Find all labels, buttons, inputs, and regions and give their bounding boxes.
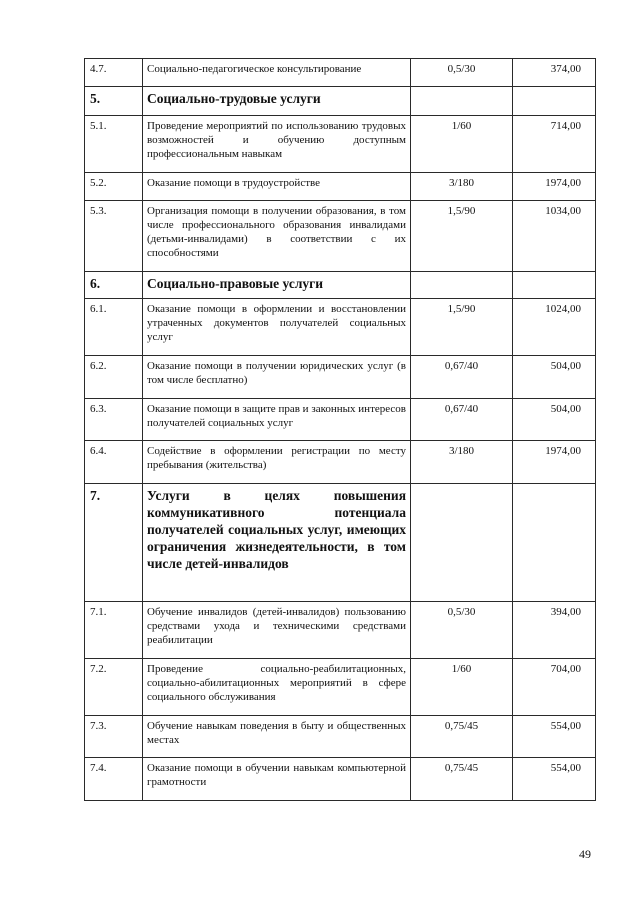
service-price <box>513 272 596 299</box>
service-description: Проведение социально-реабилитационных, социально-абилитационных мероприятий в сфере социального обслуживания <box>143 659 411 716</box>
table-row <box>85 399 596 441</box>
row-number: 5.2. <box>85 173 143 201</box>
service-description: Содействие в оформлении регистрации по месту пребывания (жительства) <box>143 441 411 484</box>
service-description: Оказание помощи в получении юридических услуг (в том числе бесплатно) <box>143 356 411 399</box>
time-norm: 0,67/40 <box>411 356 513 399</box>
time-norm: 3/180 <box>411 441 513 484</box>
time-norm: 0,5/30 <box>411 602 513 659</box>
service-price: 714,00 <box>513 116 596 173</box>
service-description: Оказание помощи в обучении навыкам компьютерной грамотности <box>143 758 411 801</box>
service-description: Оказание помощи в оформлении и восстановлении утраченных документов получателей социальных услуг <box>143 299 411 356</box>
service-price: 554,00 <box>513 758 596 801</box>
service-price: 504,00 <box>513 399 596 441</box>
service-description: Организация помощи в получении образования, в том числе профессионального образования инвалидами (детьми-инвалидами) в соответствии с их способностями <box>143 201 411 272</box>
row-number: 7.2. <box>85 659 143 716</box>
time-norm: 0,75/45 <box>411 716 513 758</box>
section-number: 5. <box>85 87 143 116</box>
service-description: Социально-педагогическое консультирование <box>143 59 411 87</box>
row-number: 6.2. <box>85 356 143 399</box>
service-price: 554,00 <box>513 716 596 758</box>
table-row <box>85 356 596 399</box>
services-table <box>84 58 596 801</box>
row-number: 7.4. <box>85 758 143 801</box>
time-norm <box>411 87 513 116</box>
table-row <box>85 441 596 484</box>
row-number: 6.4. <box>85 441 143 484</box>
table-row <box>85 758 596 801</box>
service-price: 1024,00 <box>513 299 596 356</box>
table-row <box>85 602 596 659</box>
time-norm <box>411 272 513 299</box>
section-title: Социально-трудовые услуги <box>143 87 411 116</box>
service-price: 374,00 <box>513 59 596 87</box>
section-row <box>85 272 596 299</box>
service-price: 1034,00 <box>513 201 596 272</box>
table-row <box>85 116 596 173</box>
table-row <box>85 173 596 201</box>
table-row <box>85 659 596 716</box>
service-description: Оказание помощи в защите прав и законных интересов получателей социальных услуг <box>143 399 411 441</box>
row-number: 4.7. <box>85 59 143 87</box>
service-price: 504,00 <box>513 356 596 399</box>
section-row <box>85 87 596 116</box>
time-norm: 1,5/90 <box>411 299 513 356</box>
section-number: 7. <box>85 484 143 602</box>
time-norm: 1/60 <box>411 116 513 173</box>
time-norm: 0,67/40 <box>411 399 513 441</box>
row-number: 7.1. <box>85 602 143 659</box>
table-row <box>85 59 596 87</box>
table-row <box>85 299 596 356</box>
service-price <box>513 484 596 602</box>
row-number: 5.3. <box>85 201 143 272</box>
row-number: 7.3. <box>85 716 143 758</box>
section-row <box>85 484 596 602</box>
service-description: Проведение мероприятий по использованию трудовых возможностей и обучению доступным профессиональным навыкам <box>143 116 411 173</box>
service-description: Оказание помощи в трудоустройстве <box>143 173 411 201</box>
service-price: 1974,00 <box>513 441 596 484</box>
time-norm: 1/60 <box>411 659 513 716</box>
time-norm <box>411 484 513 602</box>
service-price: 704,00 <box>513 659 596 716</box>
service-price: 394,00 <box>513 602 596 659</box>
service-price: 1974,00 <box>513 173 596 201</box>
service-price <box>513 87 596 116</box>
row-number: 5.1. <box>85 116 143 173</box>
table-row <box>85 716 596 758</box>
services-table-body <box>85 59 596 801</box>
section-title: Услуги в целях повышения коммуникативного потенциала получателей социальных услуг, имеющих ограничения жизнедеятельности, в том числе детей-инвалидов <box>143 484 411 602</box>
page-number: 49 <box>579 847 591 861</box>
row-number: 6.1. <box>85 299 143 356</box>
row-number: 6.3. <box>85 399 143 441</box>
service-description: Обучение инвалидов (детей-инвалидов) пользованию средствами ухода и техническими средствами реабилитации <box>143 602 411 659</box>
time-norm: 1,5/90 <box>411 201 513 272</box>
time-norm: 0,5/30 <box>411 59 513 87</box>
service-description: Обучение навыкам поведения в быту и общественных местах <box>143 716 411 758</box>
time-norm: 0,75/45 <box>411 758 513 801</box>
section-title: Социально-правовые услуги <box>143 272 411 299</box>
table-row <box>85 201 596 272</box>
time-norm: 3/180 <box>411 173 513 201</box>
section-number: 6. <box>85 272 143 299</box>
